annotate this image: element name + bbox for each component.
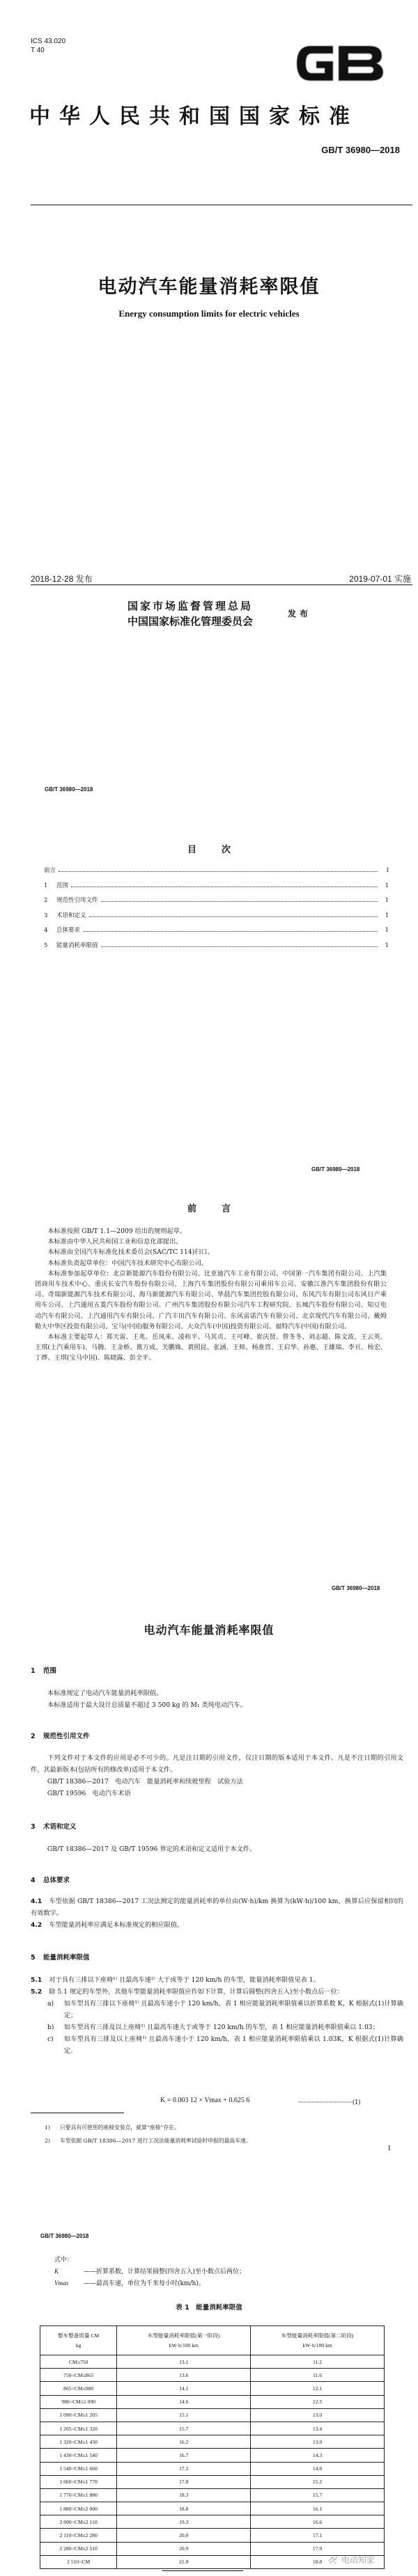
toc-item-normative-references[interactable] <box>44 896 389 911</box>
wechat-icon <box>327 2555 339 2565</box>
foreword-paragraph: 本标准由中华人民共和国工业和信息化部提出。 <box>47 1238 183 1246</box>
normative-references-text: 下列文件对于本文件的应用是必不可少的。凡是注日期的引用文件，仅注日期的版本适用于本文件。凡是不注日期的引用文件，其最新版本(包括所有的修改单)适用于本文件。 GB/T 18386—2017 电动汽车 能量消耗率和续驶里程 试验方法 GB/T 19596 电动汽车术语 <box>31 1752 403 1799</box>
toc-leader <box>59 871 378 872</box>
cover-title-en: Energy consumption limits for electric vehicles <box>118 308 300 319</box>
table-row: 1 430<CM≤1 540 16.7 14.3 <box>40 2449 385 2462</box>
table-row: 1 660<CM≤1 770 17.8 15.2 <box>40 2475 385 2488</box>
publishers <box>127 598 253 629</box>
toc-leader <box>101 946 378 947</box>
section-heading-general-requirements: 4 总体要求 <box>31 1877 70 1884</box>
toc-item-page: 1 <box>385 912 389 919</box>
toc-item-general-requirements[interactable] <box>44 925 389 941</box>
toc-title: 目次 <box>187 845 256 855</box>
table-row: 2 510<CM 21.9 18.8 <box>40 2555 385 2568</box>
terms-text: GB/T 18386—2017 及 GB/T 19596 界定的术语和定义适用于本文件。 <box>47 1845 256 1853</box>
publish-label: 发布 <box>288 609 312 619</box>
foreword-drafters: 本标准主要起草人：郑天雷、王兆、岳凤来、凌和平、马其贞、王可峰、崔庆贤、曾冬冬、刘志超、陈文波、王云英、王琪(上汽乘用车)、马腾、王金桥、谯万成、关鹏姝、黄照昆、张涵、王师、杨准营、王启华、孙惠、王雄瑞、李亘、杨宏、丁烨、王琪(宝马中国)、陈晓露、彭全平。 <box>35 1333 387 1362</box>
toc-item-num: 2 <box>44 897 48 904</box>
standard-number: GB/T 36980—2018 <box>321 145 400 155</box>
section-heading-limits: 5 能量消耗率限值 <box>31 1954 90 1962</box>
footnote-1: 1) 只要具有可使用的座椅安装点，就算“座椅”存在。 <box>45 2124 180 2131</box>
toc-item-label: 能量消耗率限值 <box>56 941 98 949</box>
clause-5-1: 5.1 对于具有三排以下座椅¹⁾ 且最高车速²⁾ 大于或等于 120 km/h 的车型，能量消耗率限值见表 1。 <box>31 1976 320 1984</box>
toc-item-page: Ⅰ <box>386 867 389 874</box>
toc-item-limits[interactable] <box>44 941 389 956</box>
definition-k: K ——折算系数，计算结果圆整(四舍五入)至小数点后两位； <box>54 2268 246 2275</box>
list-item-b: b) 如车型具有三排及以上座椅¹⁾ 且最高车速大于或等于 120 km/h 的车型，表 1 相应能量消耗率限值乘以 1.03； <box>47 2024 379 2031</box>
section-heading-normative-references: 2 规范性引用文件 <box>31 1733 90 1740</box>
toc-item-num: 5 <box>44 941 48 949</box>
toc-item-foreword[interactable] <box>44 866 389 881</box>
definition-vmax: Vmax ——最高车速，单位为千米每小时(km/h)。 <box>54 2280 205 2287</box>
toc-item-scope[interactable] <box>44 881 389 896</box>
toc-item-num: 1 <box>44 882 48 889</box>
running-header: GB/T 36980—2018 <box>311 1166 360 1172</box>
formula-number: ·································(1) <box>298 2099 361 2106</box>
general-requirements-text <box>31 1895 403 1931</box>
table-title: 表 1 能量消耗率限值 <box>176 2304 242 2312</box>
issue-date: 2018-12-28 发布 <box>31 574 93 584</box>
list-item-a: a) 如车型具有三排以下座椅¹⁾ 且最高车速小于 120 km/h，表 1 相应能量消耗率限值乘以折算系数 K，K 根据式(1)计算确定； <box>47 2000 403 2019</box>
limits-text <box>31 1974 403 2057</box>
toc-item-label: 术语和定义 <box>56 912 86 919</box>
section-heading-terms: 3 术语和定义 <box>31 1823 77 1831</box>
column-header-stage-2: 车型能量消耗率限值(第二阶段) kW·h/100 km <box>251 2326 385 2355</box>
table-row: 1 880<CM≤2 000 18.8 16.1 <box>40 2502 385 2515</box>
formula-leader: ································· <box>298 2099 353 2106</box>
end-rule <box>162 2570 243 2571</box>
table-header-row <box>40 2326 385 2355</box>
column-header-curb-mass: 整车整备质量 CM kg <box>40 2326 117 2355</box>
reference-gbt-18386: GB/T 18386—2017 电动汽车 能量消耗率和续驶里程 试验方法 <box>47 1778 243 1786</box>
page-number: 1 <box>387 2145 392 2152</box>
table-row: 2 000<CM≤2 110 19.3 16.6 <box>40 2515 385 2529</box>
clause-4-2: 4.2 车型能量消耗率应满足本标准规定的相应限值。 <box>31 1921 184 1929</box>
toc-item-num: 3 <box>44 912 48 919</box>
foreword-paragraph: 本标准由全国汽车标准化技术委员会(SAC/TC 114)归口。 <box>47 1248 214 1257</box>
wherein-label: 式中： <box>54 2257 74 2264</box>
watermark-text: 电动知家 <box>341 2555 376 2565</box>
formula-k: K = 0.003 12 × Vmax + 0.625 6 <box>160 2097 250 2104</box>
running-header: GB/T 36980—2018 <box>332 1585 380 1591</box>
table-row: 865<CM≤980 14.1 12.1 <box>40 2382 385 2395</box>
toc-leader <box>89 916 378 917</box>
table-row: 1 205<CM≤1 320 15.7 13.4 <box>40 2422 385 2435</box>
table-of-contents <box>44 866 389 955</box>
toc-item-num: 4 <box>44 927 48 934</box>
publisher-sac: 中国国家标准化管理委员会 <box>127 615 254 628</box>
running-header: GB/T 36980—2018 <box>40 2233 89 2239</box>
foreword-paragraph: 本标准按照 GB/T 1.1—2009 给出的规则起草。 <box>47 1227 187 1235</box>
section-heading-scope: 1 范围 <box>31 1667 57 1675</box>
table-row: 980<CM≤1 090 14.6 12.5 <box>40 2395 385 2408</box>
table-row: 1 540<CM≤1 660 17.2 14.8 <box>40 2462 385 2475</box>
scope-text: 本标准规定了电动汽车能量消耗率限值。 本标准适用于最大设计总质量不超过 3 500 kg 的 M₁ 类纯电动汽车。 <box>47 1689 247 1709</box>
implementation-date: 2019-07-01 实施 <box>349 574 411 584</box>
toc-leader <box>83 931 378 932</box>
toc-item-page: 1 <box>385 897 389 904</box>
energy-consumption-limits-table <box>40 2325 385 2569</box>
toc-item-page: 1 <box>385 882 389 889</box>
clause-4-1: 4.1 车型依据 GB/T 18386—2017 工况法测定的能量消耗率的单位由(W·h)/km 换算为(kW·h)/100 km，换算后应保留相同的有效数字。 <box>31 1898 403 1917</box>
cover-title-cn: 电动汽车能量消耗率限值 <box>98 276 320 298</box>
toc-item-label: 范围 <box>56 882 69 889</box>
toc-item-page: 1 <box>385 927 389 934</box>
toc-item-label: 前言 <box>44 867 56 874</box>
publisher-samr: 国家市场监督管理总局 <box>127 600 254 612</box>
foreword-title: 前言 <box>187 1204 256 1214</box>
toc-leader <box>101 901 378 902</box>
watermark <box>327 2554 375 2566</box>
gb-logo-icon <box>293 40 387 86</box>
national-standard-heading: 中华人民共和国国家标准 <box>29 104 359 129</box>
foreword-paragraph: 本标准负责起草单位：中国汽车技术研究中心有限公司。 <box>47 1259 208 1267</box>
foreword-body <box>35 1226 387 1364</box>
table-row: 1 320<CM≤1 430 16.2 13.9 <box>40 2435 385 2449</box>
document-title: 电动汽车能量消耗率限值 <box>144 1623 274 1637</box>
formula-definitions <box>54 2255 245 2289</box>
toc-item-terms[interactable] <box>44 911 389 926</box>
table-row: 1 770<CM≤1 880 18.3 15.7 <box>40 2488 385 2502</box>
running-header: GB/T 36980—2018 <box>45 786 93 793</box>
column-header-stage-1: 车型能量消耗率限值(第一阶段) kW·h/100 km <box>117 2326 251 2355</box>
ccs-code: T 40 <box>31 47 45 54</box>
toc-item-label: 规范性引用文件 <box>56 897 98 904</box>
table-row: 2 110<CM≤2 280 20.0 17.1 <box>40 2529 385 2542</box>
foreword-drafting-units: 本标准参加起草单位：北京新能源汽车股份有限公司、比亚迪汽车工业有限公司、中国第一汽车集团有限公司、上汽集团商用车技术中心、重庆长安汽车股份有限公司、上海汽车集团股份有限公司乘用车公司、安徽江淮汽车集团股份有限公司、奇瑞新能源汽车技术有限公司、海马新能源汽车有限公司、华晨汽车集团控股有限公司、东风汽车有限公司东风日产乘用车公司、上汽通用五菱汽车股份有限公司、广州汽车集团股份有限公司汽车工程研究院、长城汽车股份有限公司、知豆电动汽车有限公司、上汽通用汽车有限公司、广汽丰田汽车有限公司、东风雷诺汽车有限公司、北京现代汽车有限公司、戴姆勒大中华区投资有限公司、宝马(中国)服务有限公司、大众汽车(中国)投资有限公司、福特汽车(中国)有限公司。 <box>35 1269 387 1330</box>
list-item-c: c) 如车型具有三排及以上座椅¹⁾ 且最高车速小于 120 km/h，表 1 相应能量消耗率限值乘以 1.03K，K 根据式(1)计算确定。 <box>47 2035 403 2055</box>
ics-code-block <box>31 37 65 55</box>
table-row: 750<CM≤865 13.6 11.6 <box>40 2369 385 2382</box>
footnote-2: 2) 车型依据 GB/T 18386—2017 进行工况法能量消耗率试验时申报的最高车速。 <box>45 2138 251 2144</box>
ics-code: ICS 43.020 <box>31 38 66 45</box>
toc-item-label: 总体要求 <box>56 927 81 934</box>
table-row: 1 090<CM≤1 205 15.1 13.0 <box>40 2408 385 2422</box>
table-row: CM≤750 13.1 11.2 <box>40 2355 385 2369</box>
toc-item-page: 1 <box>385 941 389 949</box>
reference-gbt-19596: GB/T 19596 电动汽车术语 <box>47 1790 131 1797</box>
table-row: 2 280<CM≤2 510 20.9 17.9 <box>40 2542 385 2555</box>
clause-5-2: 5.2 除 5.1 规定的车型外，其他车型能量消耗率限值应作如下计算，计算后圆整(四舍五入)至小数点后一位： <box>31 1988 343 1996</box>
